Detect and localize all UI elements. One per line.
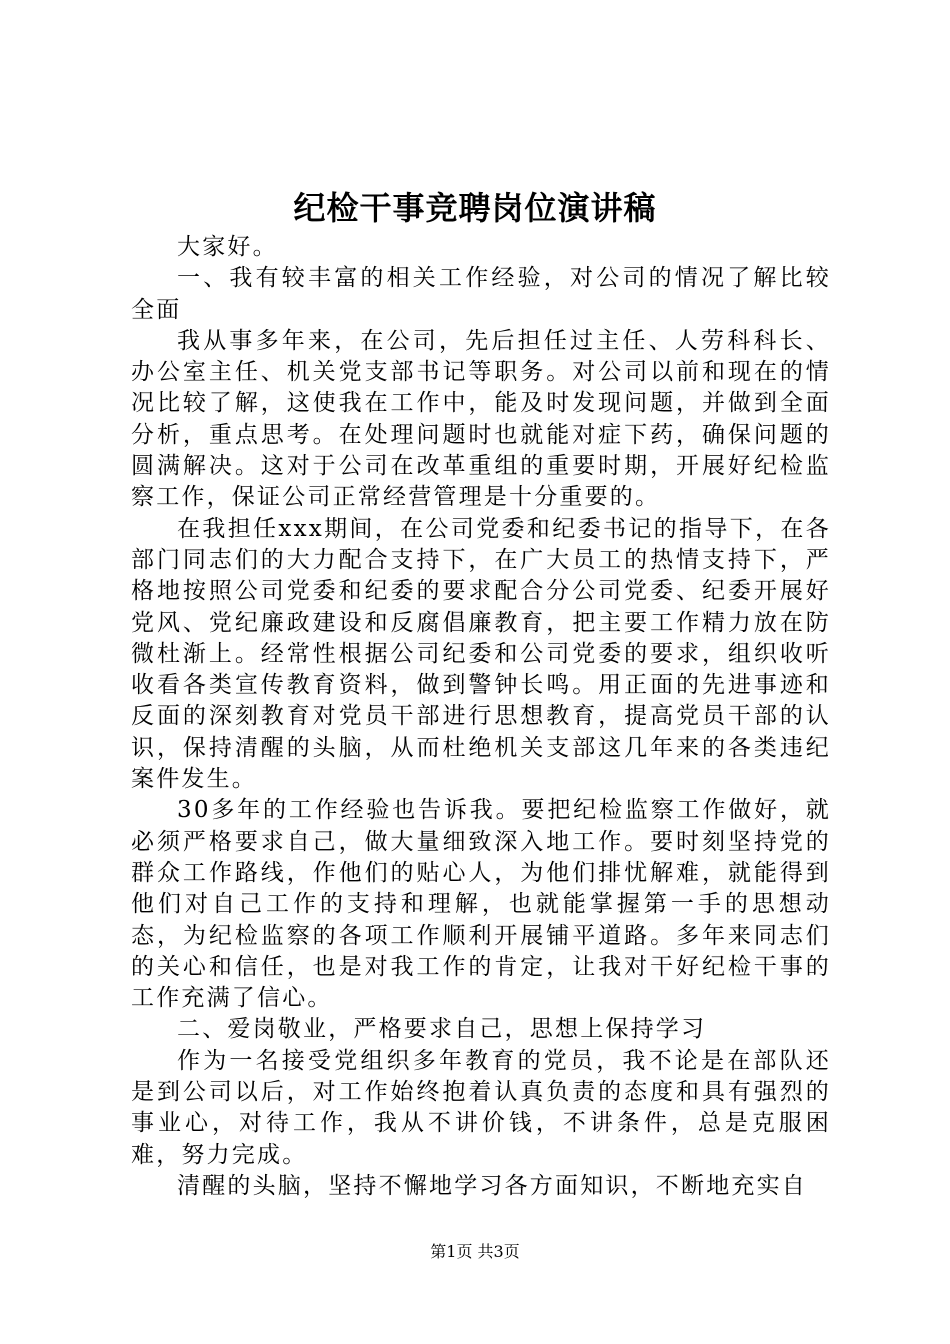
paragraph-dedication: 作为一名接受党组织多年教育的党员，我不论是在部队还是到公司以后，对工作始终抱着认真负责的态度和具有强烈的事业心，对待工作，我从不讲价钱，不讲条件，总是克服困难，努力完成。 [131,1047,831,1168]
paragraph-learning: 清醒的头脑，坚持不懈地学习各方面知识，不断地充实自 [177,1172,807,1199]
page-number-footer: 第1页 共3页 [430,1242,520,1261]
paragraph-experience: 我从事多年来，在公司，先后担任过主任、人劳科科长、办公室主任、机关党支部书记等职务。对公司以前和现在的情况比较了解，这使我在工作中，能及时发现问题，并做到全面分析，重点思考。在处理问题时也就能对症下药，确保问题的圆满解决。这对于公司在改革重组的重要时期，开展好纪检监察工作，保证公司正常经营管理是十分重要的。 [131,327,831,511]
document-title: 纪检干事竞聘岗位演讲稿 [293,189,657,227]
paragraph-tenure: 在我担任xxx期间，在公司党委和纪委书记的指导下，在各部门同志们的大力配合支持下，在广大员工的热情支持下，严格地按照公司党委和纪委的要求配合分公司党委、纪委开展好党风、党纪廉政建设和反腐倡廉教育，把主要工作精力放在防微杜渐上。经常性根据公司纪委和公司党委的要求，组织收听收看各类宣传教育资料，做到警钟长鸣。用正面的先进事迹和反面的深刻教育对党员干部进行思想教育，提高党员干部的认识，保持清醒的头脑，从而杜绝机关支部这几年来的各类违纪案件发生。 [131,515,831,793]
document-body [131,232,831,1202]
paragraph-section-heading-1: 一、我有较丰富的相关工作经验，对公司的情况了解比较全面 [131,265,831,323]
paragraph-work-experience: 30多年的工作经验也告诉我。要把纪检监察工作做好，就必须严格要求自己，做大量细致深入地工作。要时刻坚持党的群众工作路线，作他们的贴心人，为他们排忧解难，就能得到他们对自己工作的支持和理解，也就能掌握第一手的思想动态，为纪检监察的各项工作顺利开展铺平道路。多年来同志们的关心和信任，也是对我工作的肯定，让我对干好纪检干事的工作充满了信心。 [131,797,831,1012]
paragraph-greeting: 大家好。 [177,234,278,260]
paragraph-section-heading-2: 二、爱岗敬业，严格要求自己，思想上保持学习 [177,1016,707,1043]
